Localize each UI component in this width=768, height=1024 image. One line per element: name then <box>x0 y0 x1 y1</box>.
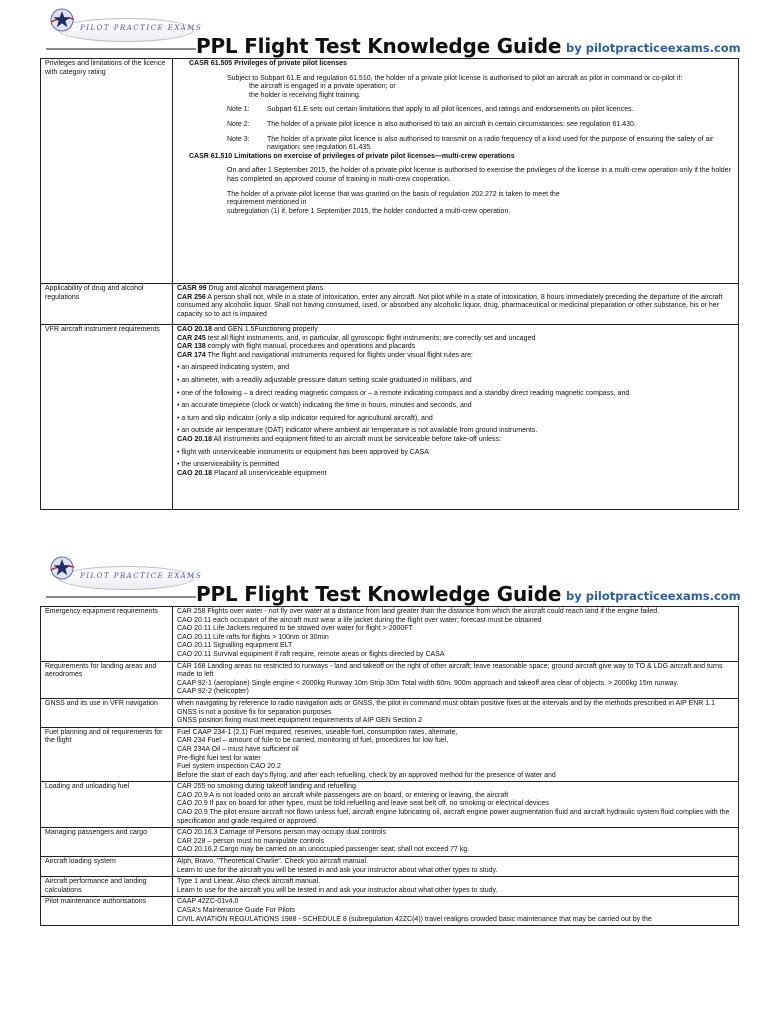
section-heading: CASR 61.510 Limitations on exercise of privileges of private pilot licenses—multi-crew operations <box>189 152 515 160</box>
page-title: PPL Flight Test Knowledge Guide <box>196 582 562 606</box>
content-line: CASA's Maintenance Guide For Pilots <box>177 907 296 914</box>
section-heading: CASR 61.505 Privileges of private pilot licenses <box>189 60 347 67</box>
table-row <box>41 325 739 510</box>
logo <box>46 554 203 594</box>
bullet-item: • the unserviceability is permitted <box>177 461 280 469</box>
page-gap <box>0 520 768 548</box>
content-line: CAO 20.11 Signalling equipment ELT <box>177 642 293 650</box>
content-line: CAR 255 no smoking during takeoff landing and refuelling <box>177 783 356 791</box>
logo <box>46 6 203 46</box>
content-line: CAO 20.11 Survival equipment if raft require, remote areas or flights directed by CASA <box>177 650 445 658</box>
content-line: Learn to use for the aircraft you will be tested in and ask your instructor about what other types to study. <box>177 886 498 894</box>
paragraph: On and after 1 September 2015, the holder of a private pilot license is authorised to exercise the privileges of the license in a multi-crew operation only if the holder has completed an approved course of training in multi-crew cooperation. <box>227 167 731 183</box>
content-line: GNSS position fixing must meet equipment requirements of AIP GEN Section 2 <box>177 717 422 725</box>
reference: CASR 99 <box>177 285 207 292</box>
reference: CAR 245 <box>177 334 206 342</box>
content-cell <box>173 727 739 782</box>
content-line: Alph, Bravo, "Theoretical Charlie". Check you aircraft manual. <box>177 858 368 866</box>
table-row <box>41 782 739 828</box>
bullet-item: • an accurate timepiece (clock or watch) indicating the time in hours, minutes and seconds, and <box>177 402 472 410</box>
topic-cell: Pilot maintenance authorisations <box>41 897 173 926</box>
text: comply with flight manual, procedures and operations and placards <box>207 343 416 351</box>
condition-item: the aircraft is engaged in a private operation; or <box>249 83 396 91</box>
note-text: Subpart 61.E sets out certain limitations that apply to all pilot licences, and ratings and endorsements on pilot licences. <box>267 106 634 114</box>
table-row <box>41 727 739 782</box>
paragraph: requirement mentioned in <box>227 199 307 207</box>
content-cell <box>173 661 739 698</box>
header-rule <box>46 48 196 50</box>
reference: CAR 138 <box>177 343 206 351</box>
paragraph: subregulation (1) if, before 1 September 2015, the holder conducted a multi-crew operation. <box>227 207 511 215</box>
topic-cell: Privileges and limitations of the licence with category rating <box>41 59 173 284</box>
paragraph: The holder of a private pilot license that was granted on the basis of regulation 202.272 is taken to meet the <box>227 190 560 198</box>
bullet-item: • flight with unserviceable instruments or equipment has been approved by CASA <box>177 448 429 456</box>
table-row <box>41 828 739 857</box>
content-line: CAO 20.9 If pax on board for other types, must be told refuelling and leave seat belt off, no smoking or electrical devices <box>177 800 549 808</box>
note-label: Note 3: <box>227 135 250 143</box>
bullet-item: • a turn and slip indicator (only a slip indicator required for agricultural aircraft), and <box>177 414 433 422</box>
content-cell <box>173 607 739 662</box>
content-cell <box>173 857 739 877</box>
text: and GEN 1.5Functioning properly <box>213 326 318 333</box>
text: Drug and alcohol management plans <box>208 285 323 292</box>
content-line: CAR 168 Landing areas no restricted to runways - land and takeoff on the right of other aircraft; leave reasonable space; ground aircraft give way to TO & LDG aircraft and turns made to left <box>177 662 723 679</box>
page-title: PPL Flight Test Knowledge Guide <box>196 34 562 58</box>
text: Placard all unserviceable equipment <box>213 469 327 477</box>
topic-cell: Requirements for landing areas and aerodromes <box>41 661 173 698</box>
bullet-item: • an outside air temperature (OAT) indicator where ambient air temperature is not available from ground instruments. <box>177 427 538 435</box>
content-line: GNSS is not a positive fix for separation purposes <box>177 708 332 716</box>
table-row <box>41 284 739 325</box>
topic-cell: GNSS and its use in VFR navigation <box>41 698 173 727</box>
content-cell <box>173 59 739 284</box>
star-logo-icon <box>48 6 76 34</box>
header-rule <box>46 596 196 598</box>
text: All instruments and equipment fitted to an aircraft must be serviceable before take-off unless: <box>213 435 502 443</box>
star-logo-icon <box>48 554 76 582</box>
reference: CAO 20.18 <box>177 469 213 477</box>
topic-cell: Emergency equipment requirements <box>41 607 173 662</box>
topic-cell: Applicability of drug and alcohol regulations <box>41 284 173 325</box>
content-line: Learn to use for the aircraft you will be tested in and ask your instructor about what other types to study. <box>177 866 498 874</box>
text: test all flight instruments, and, in particular, all gyroscopic flight instruments; are correctly set and uncaged <box>207 334 536 342</box>
table-row <box>41 857 739 877</box>
table-row <box>41 897 739 926</box>
bullet-item: • an altimeter, with a readily adjustable pressure datum setting scale graduated in millibars, and <box>177 376 472 384</box>
topic-cell: VFR aircraft instrument requirements <box>41 325 173 510</box>
topic-cell: Fuel planning and oil requirements for the flight <box>41 727 173 782</box>
knowledge-table-page-2 <box>40 606 739 926</box>
content-cell <box>173 877 739 897</box>
content-cell <box>173 828 739 857</box>
text: A person shall not, while in a state of intoxication, enter any aircraft. Not pilot while in a state of intoxication, 8 hours immediately preceding the departure of the aircraft consumed any alcoholic liquor. Shall not having consumed, used, or absorbed any alcoholic liquor, drug, pharmaceutical or medicinal preparation or other substance, his or her capacity so to act is impaired <box>177 293 723 318</box>
content-line: CAO 20.16.2 Cargo may be carried on an unoccupied passenger seat; shall not exceed 77 kg. <box>177 846 470 854</box>
content-line: CAO 20.9 The pilot ensure aircraft not flown unless fuel, aircraft engine lubricating oil, aircraft engine power augmentation fluid and aircraft hydraulic system fluid complies with the specification and grade required or approved. <box>177 809 730 825</box>
text: The flight and navigational instruments required for flights under visual flight rules are: <box>207 351 473 359</box>
note <box>177 121 734 130</box>
reference: CAO 20.18 <box>177 326 213 333</box>
document-page-2 <box>0 548 768 1024</box>
table-row <box>41 698 739 727</box>
content-line: Before the start of each day's flying, and after each refuelling, check by an approved method for the presence of water and <box>177 771 556 779</box>
topic-cell: Loading and unloading fuel <box>41 782 173 828</box>
knowledge-table-page-1 <box>40 58 739 510</box>
content-line: Type 1 and Linear. Also check aircraft manual. <box>177 878 321 886</box>
content-cell <box>173 284 739 325</box>
paragraph: Subject to Subpart 61.E and regulation 61.510, the holder of a private pilot license is authorised to pilot an aircraft as pilot in command or co-pilot if: <box>227 74 683 82</box>
content-line: CAAP 92-2 (helicopter) <box>177 688 249 696</box>
note-text: The holder of a private pilot licence is also authorised to transmit on a radio frequency of a kind used for the purpose of ensuring the safety of air navigation: see regulation 61.435. <box>267 135 714 152</box>
note-label: Note 1: <box>227 106 250 114</box>
note-label: Note 2: <box>227 120 250 128</box>
logo-text: PILOT PRACTICE EXAMS <box>80 24 203 32</box>
reference: CAO 20.18 <box>177 435 213 443</box>
table-row <box>41 661 739 698</box>
table-row <box>41 877 739 897</box>
topic-cell: Aircraft performance and landing calculations <box>41 877 173 897</box>
content-line: CAO 20.9 A is not loaded onto an aircraft while passengers are on board, or entering or leaving, the aircraft <box>177 791 509 799</box>
note-text: The holder of a private pilot licence is also authorised to taxi an aircraft in certain circumstances: see regulation 61.430. <box>267 120 636 128</box>
content-cell <box>173 325 739 510</box>
page-subtitle: by pilotpracticeexams.com <box>566 41 741 55</box>
content-line: Fuel CAAP 234-1 (2.1) Fuel required, reserves, useable fuel, consumption rates, alternate, <box>177 728 458 736</box>
page-subtitle: by pilotpracticeexams.com <box>566 589 741 603</box>
content-cell <box>173 897 739 926</box>
content-line: Pre-flight fuel test for water <box>177 754 261 762</box>
note <box>177 136 734 153</box>
content-cell <box>173 782 739 828</box>
condition-item: the holder is receiving flight training. <box>249 91 361 99</box>
table-row <box>41 59 739 284</box>
note <box>177 106 734 115</box>
content-line: CAR 228 – person must no manipulate controls <box>177 837 325 845</box>
reference: CAR 174 <box>177 351 206 359</box>
content-line: CAO 20.11 Life rafts for flights > 100nm or 30min <box>177 633 329 641</box>
content-line: Fuel system inspection CAO 20.2 <box>177 763 281 771</box>
logo-text: PILOT PRACTICE EXAMS <box>80 572 203 580</box>
bullet-item: • one of the following – a direct reading magnetic compass or – a remote indicating compass and a standby direct reading magnetic compass, and <box>177 389 630 397</box>
content-line: CAO 20.11 Life Jackets required to be stowed over water for flight > 2000FT <box>177 625 413 633</box>
content-line: CAAP 92-1 (aeroplane) Single engine < 2000kg Runway 10m Strip 30m Total width 60m. 900m approach and takeoff area clear of objects. > 2000kg 15m runway. <box>177 679 679 687</box>
reference: CAR 256 <box>177 293 206 301</box>
content-cell <box>173 698 739 727</box>
content-line: CAAP 42ZC-01v4.0 <box>177 898 239 906</box>
content-line: CIVIL AVIATION REGULATIONS 1988 - SCHEDULE 8 (subregulation 42ZC(4)) travel realigns crowded basic maintenance that may be carried out by the <box>177 915 652 923</box>
content-line: CAO 20.11 each occupant of the aircraft must wear a life jacket during the flight over water; forecast must be obtained <box>177 616 542 624</box>
bullet-item: • an airspeed indicating system, and <box>177 364 290 372</box>
content-line: CAR 258 Flights over water - not fly over water at a distance from land greater than the distance from which the aircraft could reach land if the engine failed. <box>177 608 660 615</box>
content-line: when navigating by reference to radio navigation aids or GNSS, the pilot in command must obtain positive fixes at the intervals and by the methods prescribed in AIP ENR 1.1 <box>177 699 715 707</box>
table-row <box>41 607 739 662</box>
content-line: CAO 20.16.3 Carriage of Persons person may occupy dual controls <box>177 829 386 837</box>
content-line: CAR 234 Fuel – amount of fule to be carried, monitoring of fuel, procedures for low fuel, <box>177 737 449 745</box>
content-line: CAR 234A Oil – must have sufficient oil <box>177 745 299 753</box>
topic-cell: Aircraft loading system <box>41 857 173 877</box>
topic-cell: Managing passengers and cargo <box>41 828 173 857</box>
